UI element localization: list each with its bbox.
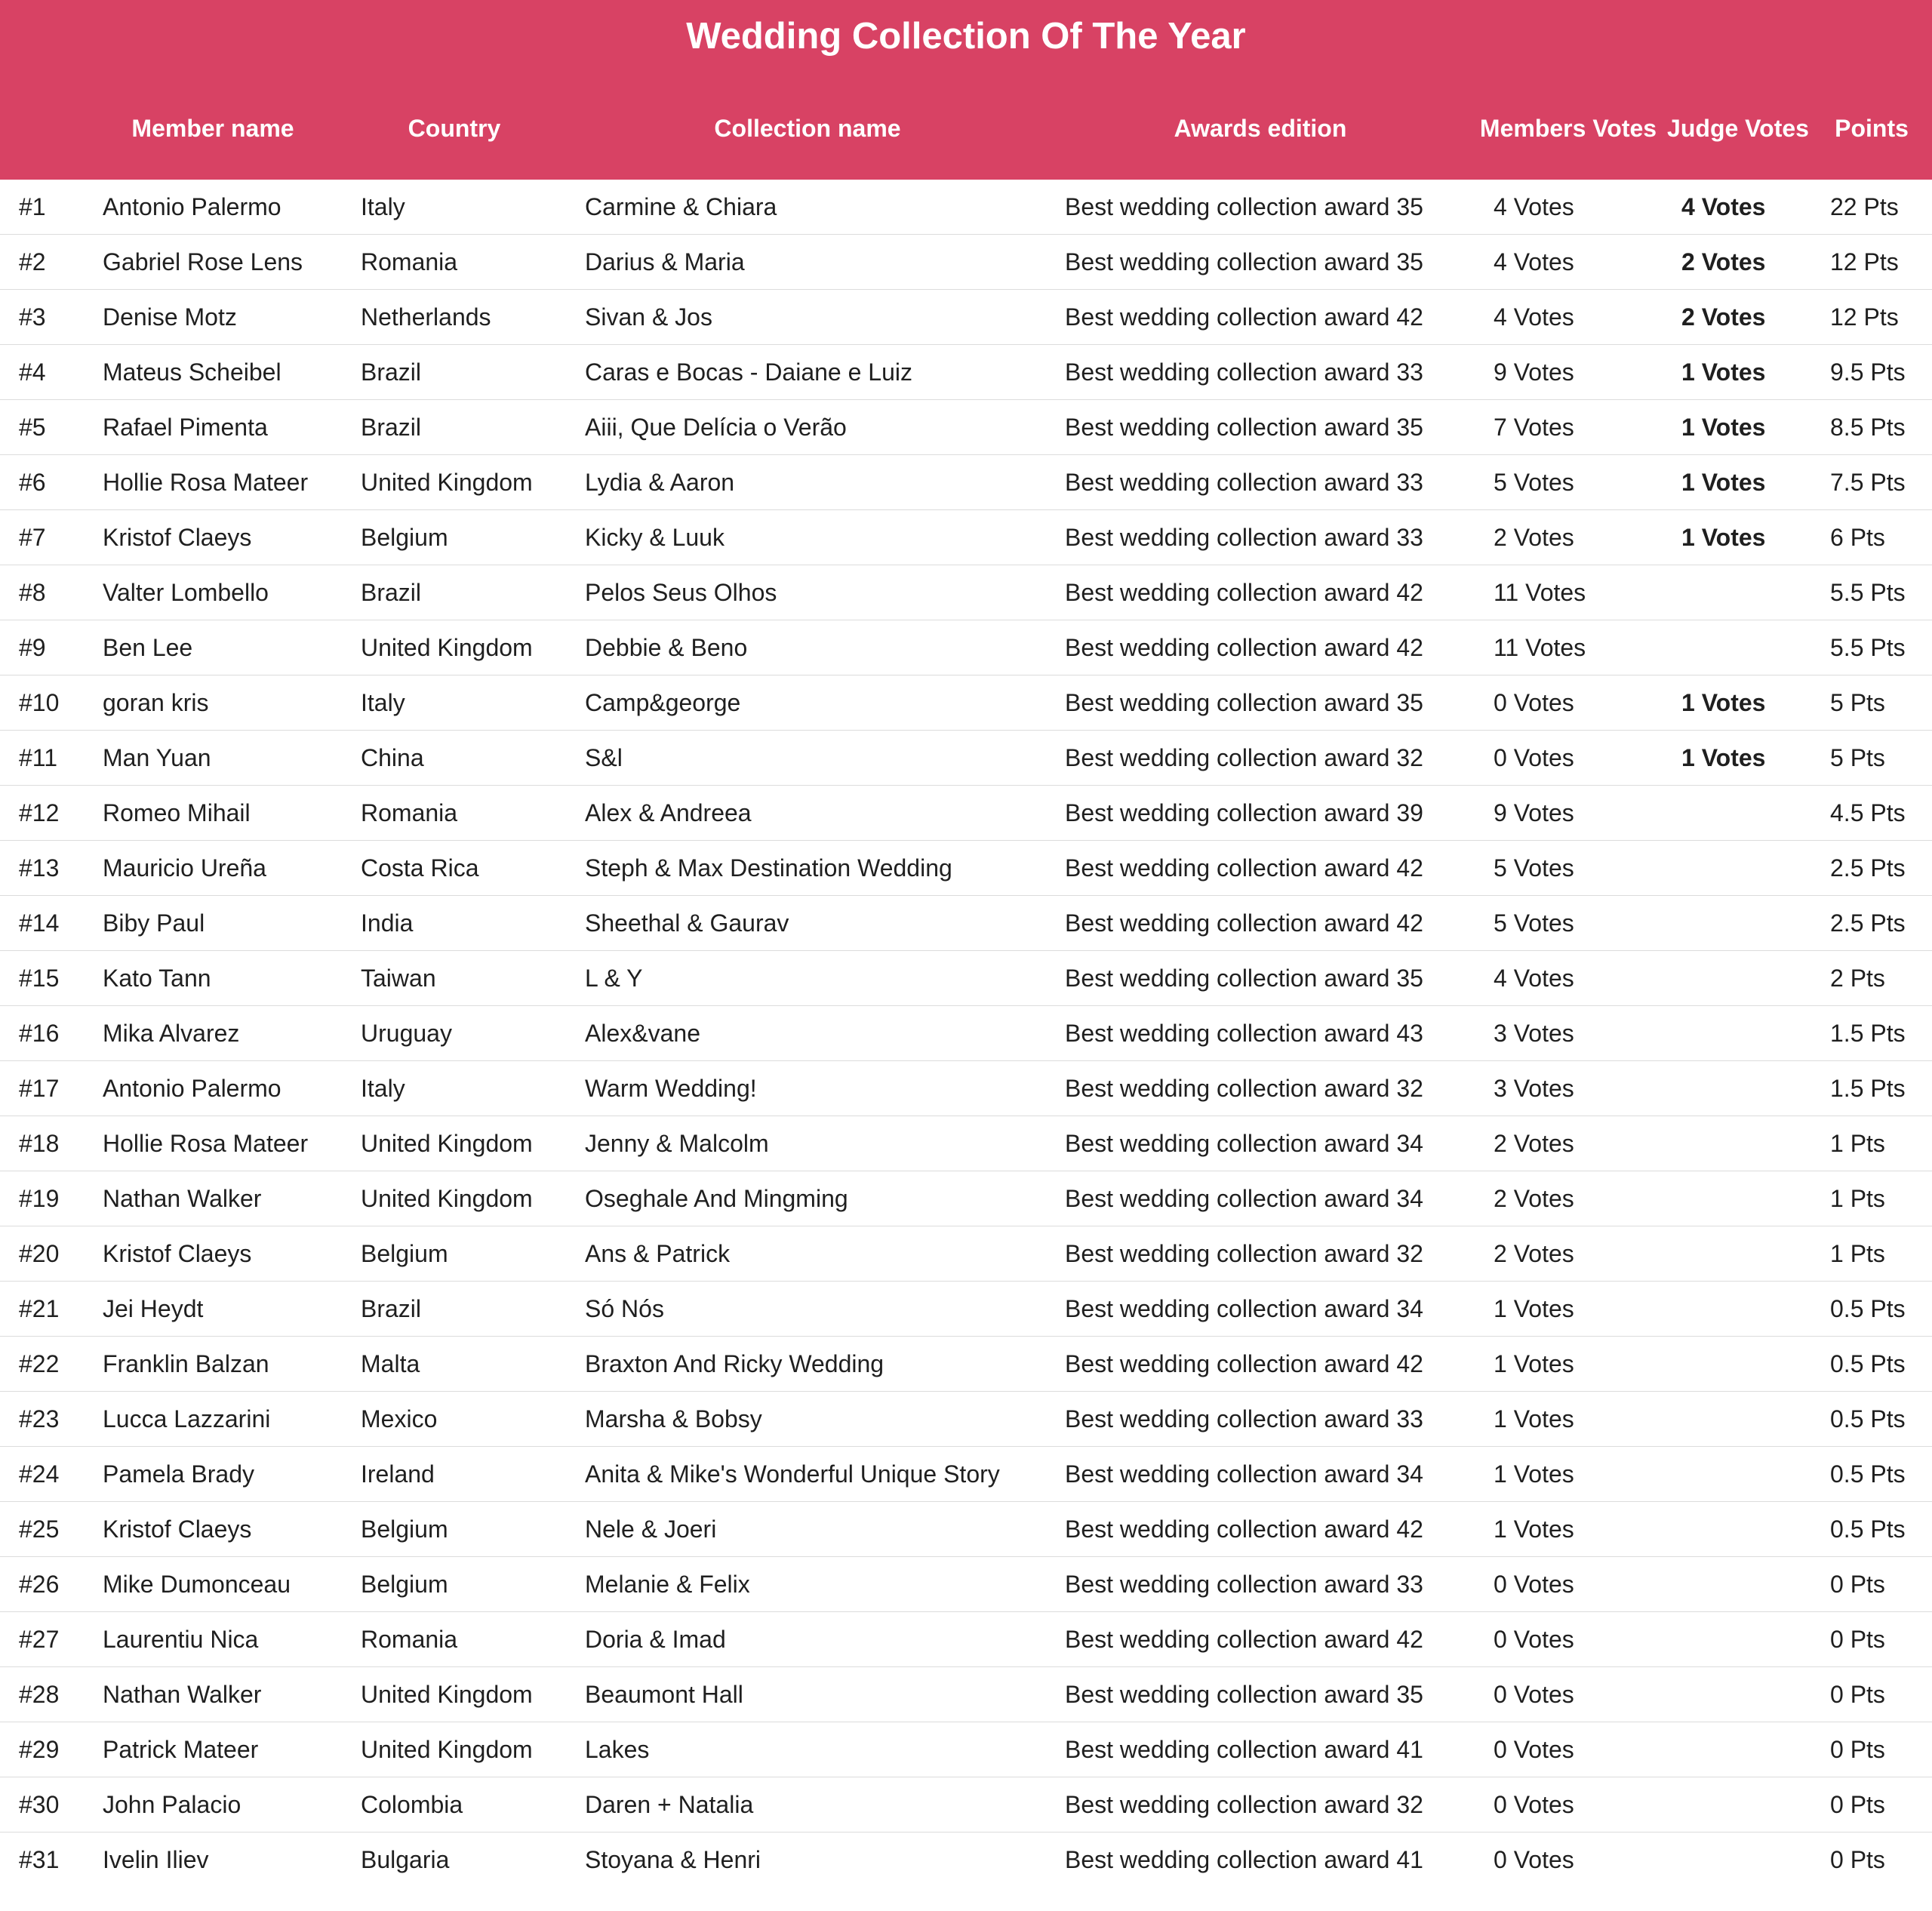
- awards-edition-cell: Best wedding collection award 34: [1065, 1460, 1423, 1488]
- judge-votes-cell: 1 Votes: [1681, 744, 1766, 771]
- rank-cell: #23: [19, 1405, 60, 1432]
- table-row[interactable]: [0, 951, 1932, 1006]
- points-cell: 8.5 Pts: [1830, 414, 1906, 441]
- rank-cell: #8: [19, 579, 46, 606]
- members-votes-cell: 11 Votes: [1494, 579, 1586, 606]
- country-cell: Bulgaria: [361, 1846, 450, 1873]
- country-cell: United Kingdom: [361, 1736, 533, 1763]
- awards-edition-cell: Best wedding collection award 32: [1065, 1075, 1423, 1102]
- country-cell: Brazil: [361, 359, 422, 386]
- country-cell: Ireland: [361, 1460, 435, 1488]
- country-cell: Belgium: [361, 1240, 448, 1267]
- members-votes-cell: 4 Votes: [1494, 193, 1574, 220]
- rank-cell: #12: [19, 799, 60, 826]
- awards-edition-cell: Best wedding collection award 32: [1065, 1240, 1423, 1267]
- member-name-cell[interactable]: Gabriel Rose Lens: [103, 248, 303, 275]
- table-row[interactable]: [0, 400, 1932, 455]
- country-cell: Belgium: [361, 1516, 448, 1543]
- members-votes-cell: 1 Votes: [1494, 1295, 1574, 1322]
- collection-name-cell[interactable]: Anita & Mike's Wonderful Unique Story: [585, 1460, 1000, 1488]
- member-name-cell[interactable]: Romeo Mihail: [103, 799, 251, 826]
- awards-edition-cell: Best wedding collection award 42: [1065, 303, 1423, 331]
- table-row[interactable]: [0, 1502, 1932, 1557]
- table-row[interactable]: [0, 1612, 1932, 1667]
- awards-edition-cell: Best wedding collection award 34: [1065, 1295, 1423, 1322]
- points-cell: 5.5 Pts: [1830, 634, 1906, 661]
- rank-cell: #20: [19, 1240, 60, 1267]
- points-cell: 2.5 Pts: [1830, 909, 1906, 937]
- member-name-cell[interactable]: Antonio Palermo: [103, 1075, 281, 1102]
- country-cell: China: [361, 744, 424, 771]
- members-votes-cell: 0 Votes: [1494, 1626, 1574, 1653]
- points-cell: 2 Pts: [1830, 965, 1885, 992]
- members-votes-cell: 3 Votes: [1494, 1075, 1574, 1102]
- collection-name-cell[interactable]: Camp&george: [585, 689, 741, 716]
- table-row[interactable]: [0, 1557, 1932, 1612]
- column-header-edition[interactable]: Awards edition: [1174, 115, 1347, 142]
- members-votes-cell: 2 Votes: [1494, 524, 1574, 551]
- collection-name-cell[interactable]: Sivan & Jos: [585, 303, 712, 331]
- collection-name-cell[interactable]: Warm Wedding!: [585, 1075, 757, 1102]
- points-cell: 0.5 Pts: [1830, 1460, 1906, 1488]
- table-row[interactable]: [0, 786, 1932, 841]
- rank-cell: #27: [19, 1626, 60, 1653]
- members-votes-cell: 2 Votes: [1494, 1185, 1574, 1212]
- points-cell: 12 Pts: [1830, 248, 1899, 275]
- member-name-cell[interactable]: Antonio Palermo: [103, 193, 281, 220]
- table-row[interactable]: [0, 896, 1932, 951]
- country-cell: Romania: [361, 799, 458, 826]
- member-name-cell[interactable]: Ivelin Iliev: [103, 1846, 209, 1873]
- members-votes-cell: 9 Votes: [1494, 799, 1574, 826]
- points-cell: 12 Pts: [1830, 303, 1899, 331]
- points-cell: 1 Pts: [1830, 1185, 1885, 1212]
- judge-votes-cell: 2 Votes: [1681, 248, 1766, 275]
- rank-cell: #13: [19, 854, 60, 882]
- judge-votes-cell: 4 Votes: [1681, 193, 1766, 220]
- rank-cell: #14: [19, 909, 60, 937]
- member-name-cell[interactable]: Biby Paul: [103, 909, 205, 937]
- member-name-cell[interactable]: Kato Tann: [103, 965, 211, 992]
- awards-edition-cell: Best wedding collection award 42: [1065, 1350, 1423, 1377]
- awards-edition-cell: Best wedding collection award 42: [1065, 909, 1423, 937]
- awards-edition-cell: Best wedding collection award 35: [1065, 193, 1423, 220]
- country-cell: Netherlands: [361, 303, 491, 331]
- points-cell: 0.5 Pts: [1830, 1516, 1906, 1543]
- table-row[interactable]: [0, 1226, 1932, 1282]
- member-name-cell[interactable]: Hollie Rosa Mateer: [103, 1130, 309, 1157]
- rank-cell: #2: [19, 248, 46, 275]
- rank-cell: #18: [19, 1130, 60, 1157]
- rank-cell: #26: [19, 1571, 60, 1598]
- rank-cell: #4: [19, 359, 46, 386]
- table-row[interactable]: [0, 1777, 1932, 1833]
- awards-edition-cell: Best wedding collection award 41: [1065, 1736, 1423, 1763]
- page-title: Wedding Collection Of The Year: [686, 16, 1246, 57]
- collection-name-cell[interactable]: Caras e Bocas - Daiane e Luiz: [585, 359, 912, 386]
- table-row[interactable]: [0, 565, 1932, 620]
- collection-name-cell[interactable]: Jenny & Malcolm: [585, 1130, 769, 1157]
- collection-name-cell[interactable]: Braxton And Ricky Wedding: [585, 1350, 884, 1377]
- member-name-cell[interactable]: Laurentiu Nica: [103, 1626, 259, 1653]
- awards-edition-cell: Best wedding collection award 42: [1065, 579, 1423, 606]
- collection-name-cell[interactable]: S&l: [585, 744, 623, 771]
- table-row[interactable]: [0, 180, 1932, 235]
- awards-edition-cell: Best wedding collection award 35: [1065, 248, 1423, 275]
- members-votes-cell: 4 Votes: [1494, 303, 1574, 331]
- awards-edition-cell: Best wedding collection award 42: [1065, 1516, 1423, 1543]
- points-cell: 5 Pts: [1830, 744, 1885, 771]
- table-row[interactable]: [0, 1337, 1932, 1392]
- table-row[interactable]: [0, 1392, 1932, 1447]
- awards-edition-cell: Best wedding collection award 43: [1065, 1020, 1423, 1047]
- member-name-cell[interactable]: Nathan Walker: [103, 1681, 262, 1708]
- rank-cell: #24: [19, 1460, 60, 1488]
- points-cell: 1.5 Pts: [1830, 1075, 1906, 1102]
- rank-cell: #1: [19, 193, 46, 220]
- points-cell: 0.5 Pts: [1830, 1295, 1906, 1322]
- judge-votes-cell: 1 Votes: [1681, 414, 1766, 441]
- country-cell: Brazil: [361, 1295, 422, 1322]
- rank-cell: #25: [19, 1516, 60, 1543]
- table-row[interactable]: [0, 290, 1932, 345]
- country-cell: Italy: [361, 1075, 405, 1102]
- members-votes-cell: 1 Votes: [1494, 1460, 1574, 1488]
- judge-votes-cell: 2 Votes: [1681, 303, 1766, 331]
- awards-edition-cell: Best wedding collection award 42: [1065, 634, 1423, 661]
- country-cell: United Kingdom: [361, 634, 533, 661]
- table-row[interactable]: [0, 620, 1932, 675]
- table-row[interactable]: [0, 1833, 1932, 1888]
- country-cell: Taiwan: [361, 965, 436, 992]
- points-cell: 22 Pts: [1830, 193, 1899, 220]
- judge-votes-cell: 1 Votes: [1681, 359, 1766, 386]
- country-cell: Costa Rica: [361, 854, 479, 882]
- rank-cell: #28: [19, 1681, 60, 1708]
- members-votes-cell: 0 Votes: [1494, 1791, 1574, 1818]
- country-cell: Belgium: [361, 1571, 448, 1598]
- collection-name-cell[interactable]: Lydia & Aaron: [585, 469, 735, 496]
- collection-name-cell[interactable]: Doria & Imad: [585, 1626, 726, 1653]
- rank-cell: #5: [19, 414, 46, 441]
- awards-edition-cell: Best wedding collection award 35: [1065, 689, 1423, 716]
- members-votes-cell: 0 Votes: [1494, 689, 1574, 716]
- members-votes-cell: 2 Votes: [1494, 1240, 1574, 1267]
- column-header-country[interactable]: Country: [408, 115, 501, 142]
- awards-edition-cell: Best wedding collection award 32: [1065, 744, 1423, 771]
- member-name-cell[interactable]: Patrick Mateer: [103, 1736, 259, 1763]
- table-header: [0, 0, 1932, 180]
- country-cell: Uruguay: [361, 1020, 452, 1047]
- rank-cell: #21: [19, 1295, 60, 1322]
- points-cell: 5.5 Pts: [1830, 579, 1906, 606]
- collection-name-cell[interactable]: Lakes: [585, 1736, 650, 1763]
- judge-votes-cell: 1 Votes: [1681, 689, 1766, 716]
- collection-name-cell[interactable]: Alex & Andreea: [585, 799, 752, 826]
- country-cell: Colombia: [361, 1791, 463, 1818]
- collection-name-cell[interactable]: Alex&vane: [585, 1020, 700, 1047]
- member-name-cell[interactable]: Mike Dumonceau: [103, 1571, 291, 1598]
- collection-name-cell[interactable]: Carmine & Chiara: [585, 193, 777, 220]
- awards-edition-cell: Best wedding collection award 39: [1065, 799, 1423, 826]
- awards-edition-cell: Best wedding collection award 35: [1065, 965, 1423, 992]
- collection-name-cell[interactable]: Debbie & Beno: [585, 634, 748, 661]
- country-cell: Romania: [361, 1626, 458, 1653]
- table-row[interactable]: [0, 675, 1932, 731]
- collection-name-cell[interactable]: Aiii, Que Delícia o Verão: [585, 414, 847, 441]
- column-header-members-votes[interactable]: Members Votes: [1479, 115, 1657, 142]
- points-cell: 0 Pts: [1830, 1736, 1885, 1763]
- table-row[interactable]: [0, 731, 1932, 786]
- members-votes-cell: 0 Votes: [1494, 1846, 1574, 1873]
- points-cell: 1 Pts: [1830, 1240, 1885, 1267]
- country-cell: Malta: [361, 1350, 420, 1377]
- column-header-member[interactable]: Member name: [131, 115, 294, 142]
- country-cell: Mexico: [361, 1405, 438, 1432]
- member-name-cell[interactable]: Mika Alvarez: [103, 1020, 240, 1047]
- points-cell: 0.5 Pts: [1830, 1350, 1906, 1377]
- country-cell: Belgium: [361, 524, 448, 551]
- country-cell: United Kingdom: [361, 1185, 533, 1212]
- collection-name-cell[interactable]: Daren + Natalia: [585, 1791, 754, 1818]
- collection-name-cell[interactable]: Sheethal & Gaurav: [585, 909, 789, 937]
- member-name-cell[interactable]: goran kris: [103, 689, 209, 716]
- awards-edition-cell: Best wedding collection award 33: [1065, 469, 1423, 496]
- member-name-cell[interactable]: Man Yuan: [103, 744, 211, 771]
- column-header-row: [0, 106, 1932, 151]
- rank-cell: #30: [19, 1791, 60, 1818]
- awards-edition-cell: Best wedding collection award 35: [1065, 414, 1423, 441]
- awards-edition-cell: Best wedding collection award 34: [1065, 1185, 1423, 1212]
- country-cell: United Kingdom: [361, 1681, 533, 1708]
- members-votes-cell: 9 Votes: [1494, 359, 1574, 386]
- rank-cell: #17: [19, 1075, 60, 1102]
- members-votes-cell: 11 Votes: [1494, 634, 1586, 661]
- members-votes-cell: 0 Votes: [1494, 1736, 1574, 1763]
- table-row[interactable]: [0, 841, 1932, 896]
- awards-edition-cell: Best wedding collection award 42: [1065, 1626, 1423, 1653]
- member-name-cell[interactable]: Mateus Scheibel: [103, 359, 281, 386]
- table-row[interactable]: [0, 510, 1932, 565]
- member-name-cell[interactable]: Pamela Brady: [103, 1460, 254, 1488]
- points-cell: 0.5 Pts: [1830, 1405, 1906, 1432]
- points-cell: 9.5 Pts: [1830, 359, 1906, 386]
- country-cell: Romania: [361, 248, 458, 275]
- ranking-table-body: [0, 180, 1932, 1888]
- members-votes-cell: 0 Votes: [1494, 744, 1574, 771]
- column-header-collection[interactable]: Collection name: [714, 115, 901, 142]
- country-cell: United Kingdom: [361, 1130, 533, 1157]
- member-name-cell[interactable]: Jei Heydt: [103, 1295, 204, 1322]
- judge-votes-cell: 1 Votes: [1681, 469, 1766, 496]
- rank-cell: #29: [19, 1736, 60, 1763]
- member-name-cell[interactable]: John Palacio: [103, 1791, 242, 1818]
- member-name-cell[interactable]: Nathan Walker: [103, 1185, 262, 1212]
- member-name-cell[interactable]: Mauricio Ureña: [103, 854, 266, 882]
- rank-cell: #6: [19, 469, 46, 496]
- member-name-cell[interactable]: Franklin Balzan: [103, 1350, 269, 1377]
- member-name-cell[interactable]: Denise Motz: [103, 303, 237, 331]
- table-row[interactable]: [0, 1722, 1932, 1777]
- collection-name-cell[interactable]: Melanie & Felix: [585, 1571, 750, 1598]
- rank-cell: #19: [19, 1185, 60, 1212]
- rank-cell: #11: [19, 744, 58, 771]
- member-name-cell[interactable]: Lucca Lazzarini: [103, 1405, 271, 1432]
- points-cell: 5 Pts: [1830, 689, 1885, 716]
- members-votes-cell: 0 Votes: [1494, 1571, 1574, 1598]
- country-cell: India: [361, 909, 414, 937]
- member-name-cell[interactable]: Kristof Claeys: [103, 1516, 252, 1543]
- judge-votes-cell: 1 Votes: [1681, 524, 1766, 551]
- points-cell: 0 Pts: [1830, 1681, 1885, 1708]
- table-row[interactable]: [0, 1116, 1932, 1171]
- country-cell: Brazil: [361, 414, 422, 441]
- awards-edition-cell: Best wedding collection award 33: [1065, 524, 1423, 551]
- rank-cell: #31: [19, 1846, 60, 1873]
- collection-name-cell[interactable]: Darius & Maria: [585, 248, 745, 275]
- collection-name-cell[interactable]: Oseghale And Mingming: [585, 1185, 848, 1212]
- points-cell: 0 Pts: [1830, 1791, 1885, 1818]
- country-cell: Brazil: [361, 579, 422, 606]
- column-header-points[interactable]: Points: [1835, 115, 1909, 142]
- points-cell: 1 Pts: [1830, 1130, 1885, 1157]
- table-row[interactable]: [0, 345, 1932, 400]
- points-cell: 4.5 Pts: [1830, 799, 1906, 826]
- country-cell: Italy: [361, 689, 405, 716]
- collection-name-cell[interactable]: Só Nós: [585, 1295, 664, 1322]
- points-cell: 0 Pts: [1830, 1626, 1885, 1653]
- points-cell: 7.5 Pts: [1830, 469, 1906, 496]
- points-cell: 0 Pts: [1830, 1846, 1885, 1873]
- members-votes-cell: 1 Votes: [1494, 1350, 1574, 1377]
- member-name-cell[interactable]: Kristof Claeys: [103, 524, 252, 551]
- collection-name-cell[interactable]: Stoyana & Henri: [585, 1846, 761, 1873]
- awards-edition-cell: Best wedding collection award 33: [1065, 1405, 1423, 1432]
- members-votes-cell: 3 Votes: [1494, 1020, 1574, 1047]
- awards-edition-cell: Best wedding collection award 33: [1065, 359, 1423, 386]
- country-cell: Italy: [361, 193, 405, 220]
- table-row[interactable]: [0, 235, 1932, 290]
- collection-name-cell[interactable]: Ans & Patrick: [585, 1240, 731, 1267]
- members-votes-cell: 0 Votes: [1494, 1681, 1574, 1708]
- collection-name-cell[interactable]: Nele & Joeri: [585, 1516, 717, 1543]
- members-votes-cell: 7 Votes: [1494, 414, 1574, 441]
- member-name-cell[interactable]: Valter Lombello: [103, 579, 269, 606]
- member-name-cell[interactable]: Hollie Rosa Mateer: [103, 469, 309, 496]
- table-row[interactable]: [0, 1667, 1932, 1722]
- collection-name-cell[interactable]: Kicky & Luuk: [585, 524, 724, 551]
- table-row[interactable]: [0, 1282, 1932, 1337]
- table-row[interactable]: [0, 455, 1932, 510]
- members-votes-cell: 1 Votes: [1494, 1405, 1574, 1432]
- members-votes-cell: 5 Votes: [1494, 909, 1574, 937]
- table-row[interactable]: [0, 1447, 1932, 1502]
- rank-cell: #15: [19, 965, 60, 992]
- members-votes-cell: 2 Votes: [1494, 1130, 1574, 1157]
- points-cell: 1.5 Pts: [1830, 1020, 1906, 1047]
- points-cell: 6 Pts: [1830, 524, 1885, 551]
- collection-name-cell[interactable]: L & Y: [585, 965, 643, 992]
- collection-name-cell[interactable]: Pelos Seus Olhos: [585, 579, 777, 606]
- awards-edition-cell: Best wedding collection award 35: [1065, 1681, 1423, 1708]
- members-votes-cell: 5 Votes: [1494, 854, 1574, 882]
- awards-edition-cell: Best wedding collection award 34: [1065, 1130, 1423, 1157]
- collection-name-cell[interactable]: Marsha & Bobsy: [585, 1405, 762, 1432]
- member-name-cell[interactable]: Rafael Pimenta: [103, 414, 268, 441]
- rank-cell: #22: [19, 1350, 60, 1377]
- points-cell: 0 Pts: [1830, 1571, 1885, 1598]
- rank-cell: #7: [19, 524, 46, 551]
- awards-edition-cell: Best wedding collection award 42: [1065, 854, 1423, 882]
- points-cell: 2.5 Pts: [1830, 854, 1906, 882]
- members-votes-cell: 5 Votes: [1494, 469, 1574, 496]
- table-row[interactable]: [0, 1171, 1932, 1226]
- collection-name-cell[interactable]: Beaumont Hall: [585, 1681, 743, 1708]
- rank-cell: #16: [19, 1020, 60, 1047]
- member-name-cell[interactable]: Ben Lee: [103, 634, 193, 661]
- members-votes-cell: 4 Votes: [1494, 965, 1574, 992]
- table-row[interactable]: [0, 1006, 1932, 1061]
- table-row[interactable]: [0, 1061, 1932, 1116]
- member-name-cell[interactable]: Kristof Claeys: [103, 1240, 252, 1267]
- rank-cell: #3: [19, 303, 46, 331]
- country-cell: United Kingdom: [361, 469, 533, 496]
- awards-edition-cell: Best wedding collection award 41: [1065, 1846, 1423, 1873]
- members-votes-cell: 4 Votes: [1494, 248, 1574, 275]
- members-votes-cell: 1 Votes: [1494, 1516, 1574, 1543]
- awards-edition-cell: Best wedding collection award 32: [1065, 1791, 1423, 1818]
- awards-edition-cell: Best wedding collection award 33: [1065, 1571, 1423, 1598]
- rank-cell: #9: [19, 634, 46, 661]
- rank-cell: #10: [19, 689, 60, 716]
- collection-name-cell[interactable]: Steph & Max Destination Wedding: [585, 854, 952, 882]
- column-header-judge-votes[interactable]: Judge Votes: [1667, 115, 1809, 142]
